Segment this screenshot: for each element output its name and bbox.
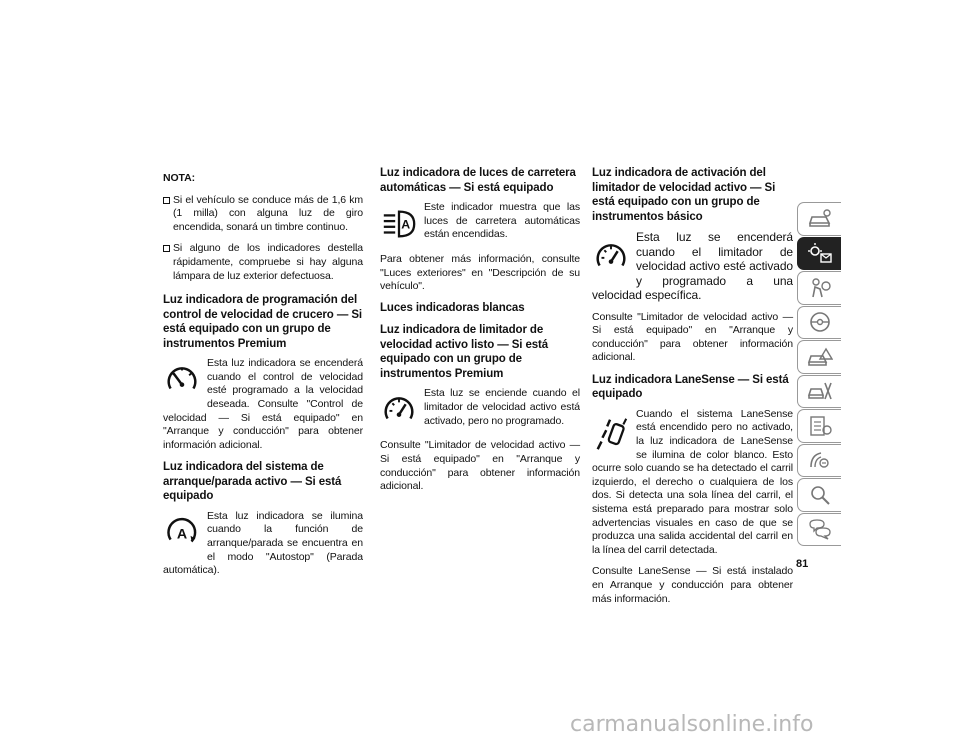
steering-wheel-icon <box>807 311 833 333</box>
section-title-auto-high-beam: Luz indicadora de luces de carretera automáticas — Si está equipado <box>380 167 576 194</box>
indicator-block-cruise <box>163 357 363 452</box>
speed-limiter-active-icon <box>592 232 630 278</box>
section-text: Esta luz se enciende cuando el limitador de velocidad activo está activado, pero no programado. <box>424 387 580 427</box>
tab-car-info[interactable] <box>797 202 841 236</box>
section-reference: Consulte LaneSense — Si está instalado en Arranque y conducción para obtener más información. <box>592 565 793 605</box>
watermark: carmanualsonline.info <box>570 712 814 737</box>
svg-text:A: A <box>176 526 188 543</box>
tab-driving[interactable] <box>797 306 841 340</box>
section-title-lanesense: Luz indicadora LaneSense — Si está equipado <box>592 373 789 401</box>
subheading-white-indicators: Luces indicadoras blancas <box>380 301 525 314</box>
indicator-block-limiter-active <box>592 230 793 303</box>
language-icon <box>807 518 833 540</box>
section-text: Esta luz indicadora se encenderá cuando el control de velocidad esté programado a la velocidad deseada. Consulte "Control de velocidad — Si está equipado" en "Arranque y conducción" para obtener información adicional. <box>163 357 363 451</box>
section-text: Cuando el sistema LaneSense está encendido pero no activado, la luz indicadora de LaneSense se ilumina de color blanco. Esto ocurre solo cuando se ha detectado el carril izquierdo, el derecho o cualquiera de los dos. Si detecta una sola línea del carril, el sistema está preparado para mostrar solo advertencias visuales en caso de que se produzca una salida accidental del carril en la línea del carril detectada. <box>592 407 793 556</box>
car-info-icon <box>807 208 833 230</box>
section-reference: Consulte "Limitador de velocidad activo — Si está equipado" en "Arranque y conducción" para obtener información adicional. <box>380 439 580 493</box>
column-right <box>592 166 793 614</box>
multimedia-icon <box>807 449 833 471</box>
svg-text:A: A <box>401 217 411 232</box>
tab-emergency[interactable] <box>797 340 841 374</box>
tab-dashboard-lights[interactable] <box>797 237 841 271</box>
section-reference: Para obtener más información, consulte "Luces exteriores" en "Descripción de su vehículo". <box>380 253 580 293</box>
note-item: Si alguno de los indicadores destella rápidamente, compruebe si hay alguna lámpara de luz exterior defectuosa. <box>163 242 363 283</box>
lanesense-icon <box>592 410 630 456</box>
page-number: 81 <box>796 558 809 570</box>
section-title-speed-limiter-ready: Luz indicadora de limitador de velocidad activo listo — Si está equipado con un grupo de instrumentos Premium <box>380 324 549 380</box>
cruise-control-icon <box>163 359 201 399</box>
auto-high-beam-icon <box>380 203 418 243</box>
section-title-start-stop: Luz indicadora del sistema de arranque/parada activo — Si está equipado <box>163 461 342 503</box>
safety-airbag-icon <box>807 277 833 299</box>
dashboard-lights-icon <box>807 242 833 264</box>
tab-service[interactable] <box>797 375 841 409</box>
note-label: NOTA: <box>163 172 195 184</box>
car-emergency-icon <box>807 346 833 368</box>
column-middle <box>380 166 580 502</box>
column-left <box>163 166 363 586</box>
indicator-block-start-stop <box>163 510 363 578</box>
indicator-block-limiter-ready <box>380 387 580 431</box>
car-service-icon <box>807 380 833 402</box>
note-item: Si el vehículo se conduce más de 1,6 km (1 milla) con alguna luz de giro encendida, sonará un timbre continuo. <box>163 194 363 235</box>
section-text: Este indicador muestra que las luces de carretera automáticas están encendidas. <box>424 201 580 241</box>
tab-safety[interactable] <box>797 271 841 305</box>
tab-index[interactable] <box>797 478 841 512</box>
section-title-speed-limiter-active: Luz indicadora de activación del limitador de velocidad activo — Si está equipado con un grupo de instrumentos básico <box>592 167 776 223</box>
search-index-icon <box>807 484 833 506</box>
section-reference: Consulte "Limitador de velocidad activo — Si está equipado" en "Arranque y conducción" para obtener información adicional. <box>592 310 793 364</box>
tab-specifications[interactable] <box>797 409 841 443</box>
specifications-list-icon <box>807 415 833 437</box>
tab-language[interactable] <box>797 513 841 547</box>
section-title-cruise-control: Luz indicadora de programación del control de velocidad de crucero — Si está equipado con un grupo de instrumentos Premium <box>163 294 362 350</box>
indicator-block-high-beam <box>380 201 580 245</box>
section-text: Esta luz se encenderá cuando el limitador de velocidad activo esté activado y programado a una velocidad específica. <box>592 230 793 302</box>
note-list <box>163 194 363 284</box>
indicator-block-lanesense <box>592 408 793 558</box>
tab-multimedia[interactable] <box>797 444 841 478</box>
auto-start-stop-icon <box>163 512 201 552</box>
chapter-tabs <box>797 202 841 547</box>
section-text: Esta luz indicadora se ilumina cuando la función de arranque/parada se encuentra en el modo "Autostop" (Parada automática). <box>163 509 363 577</box>
speed-limiter-icon <box>380 389 418 429</box>
